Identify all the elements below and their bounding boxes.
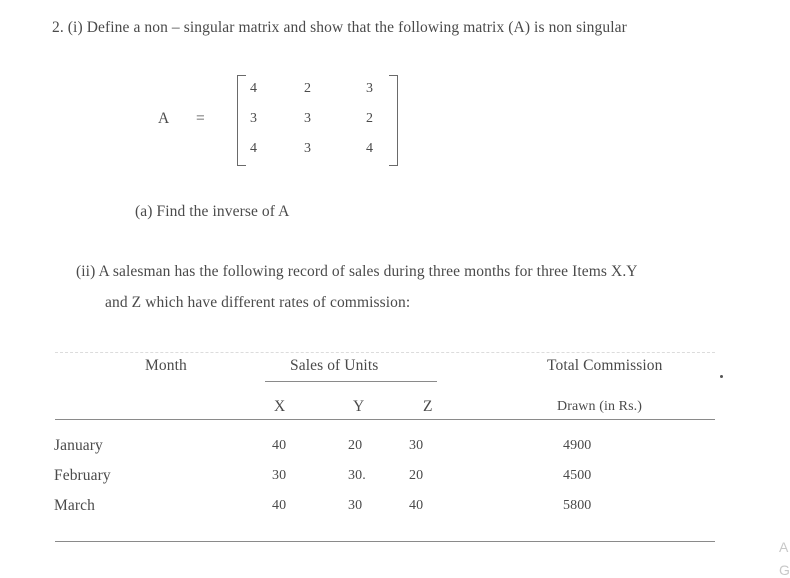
matrix-cell: 2 [304, 81, 312, 96]
subheader-x: X [274, 398, 286, 415]
part-ii-line1: (ii) A salesman has the following record of sales during three months for three Items X.Y [76, 263, 638, 280]
part-ii-line2: and Z which have different rates of commission: [105, 294, 411, 311]
matrix-cell: 2 [366, 111, 374, 126]
subheader-z: Z [423, 398, 433, 415]
table-cell-z: 20 [409, 468, 424, 483]
matrix-cell: 3 [366, 81, 374, 96]
sales-underline [265, 381, 437, 382]
matrix-equals: = [196, 110, 205, 127]
matrix-cell: 3 [250, 111, 258, 126]
question-heading: 2. (i) Define a non – singular matrix and show that the following matrix (A) is non singular [52, 19, 627, 36]
table-cell-x: 30 [272, 468, 287, 483]
table-row-month: January [54, 437, 103, 454]
table-cell-y: 30 [348, 498, 363, 513]
table-cell-x: 40 [272, 498, 287, 513]
table-row-month: February [54, 467, 111, 484]
header-rule [55, 419, 715, 420]
edge-letter-g: G [779, 562, 790, 578]
edge-letter-a: A [779, 539, 789, 555]
table-row-month: March [54, 497, 95, 514]
header-month: Month [145, 357, 187, 374]
matrix-cell: 4 [250, 141, 258, 156]
table-bottom-rule [55, 541, 715, 542]
matrix-cell: 4 [366, 141, 374, 156]
table-cell-z: 30 [409, 438, 424, 453]
matrix-cell: 3 [304, 141, 312, 156]
part-a-text: (a) Find the inverse of A [135, 203, 290, 220]
matrix-left-bracket [237, 75, 246, 166]
table-cell-total: 4900 [563, 438, 592, 453]
matrix-cell: 4 [250, 81, 258, 96]
table-cell-total: 5800 [563, 498, 592, 513]
header-total: Total Commission [547, 357, 663, 374]
matrix-label: A [158, 110, 170, 127]
matrix-right-bracket [389, 75, 398, 166]
matrix-cell: 3 [304, 111, 312, 126]
table-cell-y: 30. [348, 468, 366, 483]
table-cell-x: 40 [272, 438, 287, 453]
table-cell-y: 20 [348, 438, 363, 453]
table-top-faint-rule [55, 352, 715, 353]
subheader-y: Y [353, 398, 365, 415]
table-cell-total: 4500 [563, 468, 592, 483]
stray-mark [720, 375, 723, 378]
header-sales: Sales of Units [290, 357, 379, 374]
table-cell-z: 40 [409, 498, 424, 513]
subheader-drawn: Drawn (in Rs.) [557, 399, 642, 414]
